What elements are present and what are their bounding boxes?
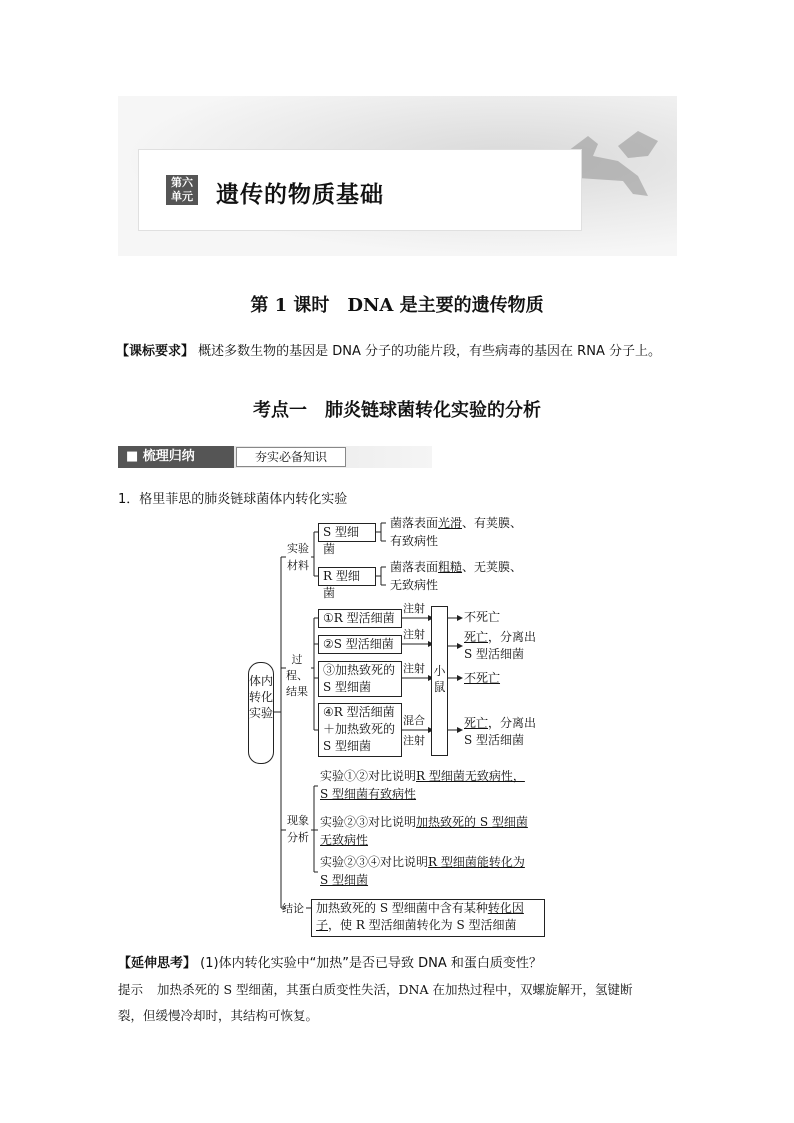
process-box-4-line3: S 型细菌 <box>323 739 372 753</box>
result-1: 不死亡 <box>464 610 501 624</box>
process-box-3-line1: ③加热致死的 <box>323 663 396 677</box>
conclusion-line2 <box>316 917 540 934</box>
point-title: 考点一 肺炎链球菌转化实验的分析 <box>253 400 541 421</box>
hint-label: 提示 <box>118 982 144 997</box>
process-box-4 <box>318 703 402 757</box>
s-desc-a: 菌落表面 <box>390 516 439 530</box>
r-desc-a: 菌落表面 <box>390 560 439 574</box>
analysis-2-line1 <box>320 814 528 831</box>
extended-thinking <box>118 952 542 971</box>
category-analysis: 现象分析 <box>287 814 309 844</box>
hint-text-1: 加热杀死的 S 型细菌，其蛋白质变性失活，DNA 在加热过程中，双螺旋解开，氢键断 <box>157 982 633 997</box>
process-box-4-line1: ④R 型活细菌 <box>323 705 395 719</box>
analysis-3-underlined: R 型细菌能转化为 <box>428 855 525 869</box>
hint-line1 <box>118 980 632 998</box>
analysis-3-a: 实验②③④对比说明 <box>320 855 429 869</box>
section-label-light: 夯实必备知识 <box>236 447 346 467</box>
result-3: 不死亡 <box>464 671 501 685</box>
analysis-2-a: 实验②③对比说明 <box>320 815 417 829</box>
process-box-4-line2: ＋加热致死的 <box>323 722 396 736</box>
root-node <box>248 662 274 764</box>
analysis-3-line1 <box>320 854 525 871</box>
mix-label: 混合 <box>403 714 425 727</box>
r-desc-line2: 无致病性 <box>390 578 439 592</box>
s-desc-line1 <box>390 515 522 532</box>
root-label: 体内转化实验 <box>249 674 274 720</box>
process-box-2: ②S 型活细菌 <box>318 635 402 654</box>
analysis-1-underlined: R 型细菌无致病性， <box>416 769 525 783</box>
category-conclusion: 结论 <box>282 902 304 915</box>
unit-title: 遗传的物质基础 <box>216 182 384 208</box>
result-4-line1 <box>464 715 536 732</box>
analysis-1-line1 <box>320 768 525 785</box>
conclusion-a: 加热致死的 S 型细菌中含有某种 <box>316 901 488 915</box>
hint-line2: 裂，但缓慢冷却时，其结构可恢复。 <box>118 1008 319 1023</box>
s-bacteria-box: S 型细菌 <box>318 523 376 542</box>
inject-label-3: 注射 <box>403 662 425 675</box>
result-4-line2: S 型活细菌 <box>464 733 525 747</box>
category-material: 实验材料 <box>287 542 309 572</box>
conclusion-line1 <box>316 900 540 917</box>
analysis-1-line2: S 型细菌有致病性 <box>320 787 417 801</box>
result-4-b: ，分离出 <box>488 716 537 730</box>
process-box-1: ①R 型活细菌 <box>318 609 402 628</box>
unit-badge-line1: 第六 <box>171 176 193 189</box>
analysis-2-underlined: 加热致死的 S 型细菌 <box>416 815 528 829</box>
r-desc-underlined: 粗糙 <box>438 560 463 574</box>
r-desc-line1 <box>390 559 522 576</box>
mouse-label: 小鼠 <box>433 664 446 694</box>
result-2-line2: S 型活细菌 <box>464 647 525 661</box>
conclusion-box <box>311 899 545 937</box>
process-box-3 <box>318 661 402 697</box>
unit-badge-line2: 单元 <box>171 190 193 203</box>
analysis-1-a: 实验①②对比说明 <box>320 769 417 783</box>
analysis-3-line2: S 型细菌 <box>320 873 369 887</box>
result-4-underlined: 死亡 <box>464 716 489 730</box>
curriculum-text: 概述多数生物的基因是 DNA 分子的功能片段，有些病毒的基因在 RNA 分子上。 <box>198 344 661 359</box>
s-desc-underlined: 光滑 <box>438 516 463 530</box>
s-desc-b: 、有荚膜、 <box>462 516 523 530</box>
r-desc-b: 、无荚膜、 <box>462 560 523 574</box>
item-heading: 1．格里菲思的肺炎链球菌体内转化实验 <box>118 492 348 507</box>
inject-label-4: 注射 <box>403 734 425 747</box>
lesson-title: 第 1 课时 DNA 是主要的遗传物质 <box>250 295 544 316</box>
process-box-3-line2: S 型细菌 <box>323 680 372 694</box>
conclusion-b: ，使 R 型活细菌转化为 S 型活细菌 <box>328 918 517 932</box>
conclusion-underlined-2: 子 <box>316 918 329 932</box>
think-text: (1)体内转化实验中“加热”是否已导致 DNA 和蛋白质变性？ <box>200 956 542 971</box>
inject-label-1: 注射 <box>403 602 425 615</box>
inject-label-2: 注射 <box>403 628 425 641</box>
section-label-dark: ■ 梳理归纳 <box>118 446 234 468</box>
mouse-box <box>431 606 448 756</box>
result-2-underlined: 死亡 <box>464 630 489 644</box>
result-2-b: ，分离出 <box>488 630 537 644</box>
result-2-line1 <box>464 629 536 646</box>
think-label: 【延伸思考】 <box>118 956 197 971</box>
curriculum-label: 【课标要求】 <box>116 344 195 359</box>
r-bacteria-box: R 型细菌 <box>318 567 376 586</box>
category-process: 过程、结果 <box>286 653 308 698</box>
analysis-2-line2: 无致病性 <box>320 833 369 847</box>
conclusion-underlined-1: 转化因 <box>487 901 524 915</box>
s-desc-line2: 有致病性 <box>390 534 439 548</box>
